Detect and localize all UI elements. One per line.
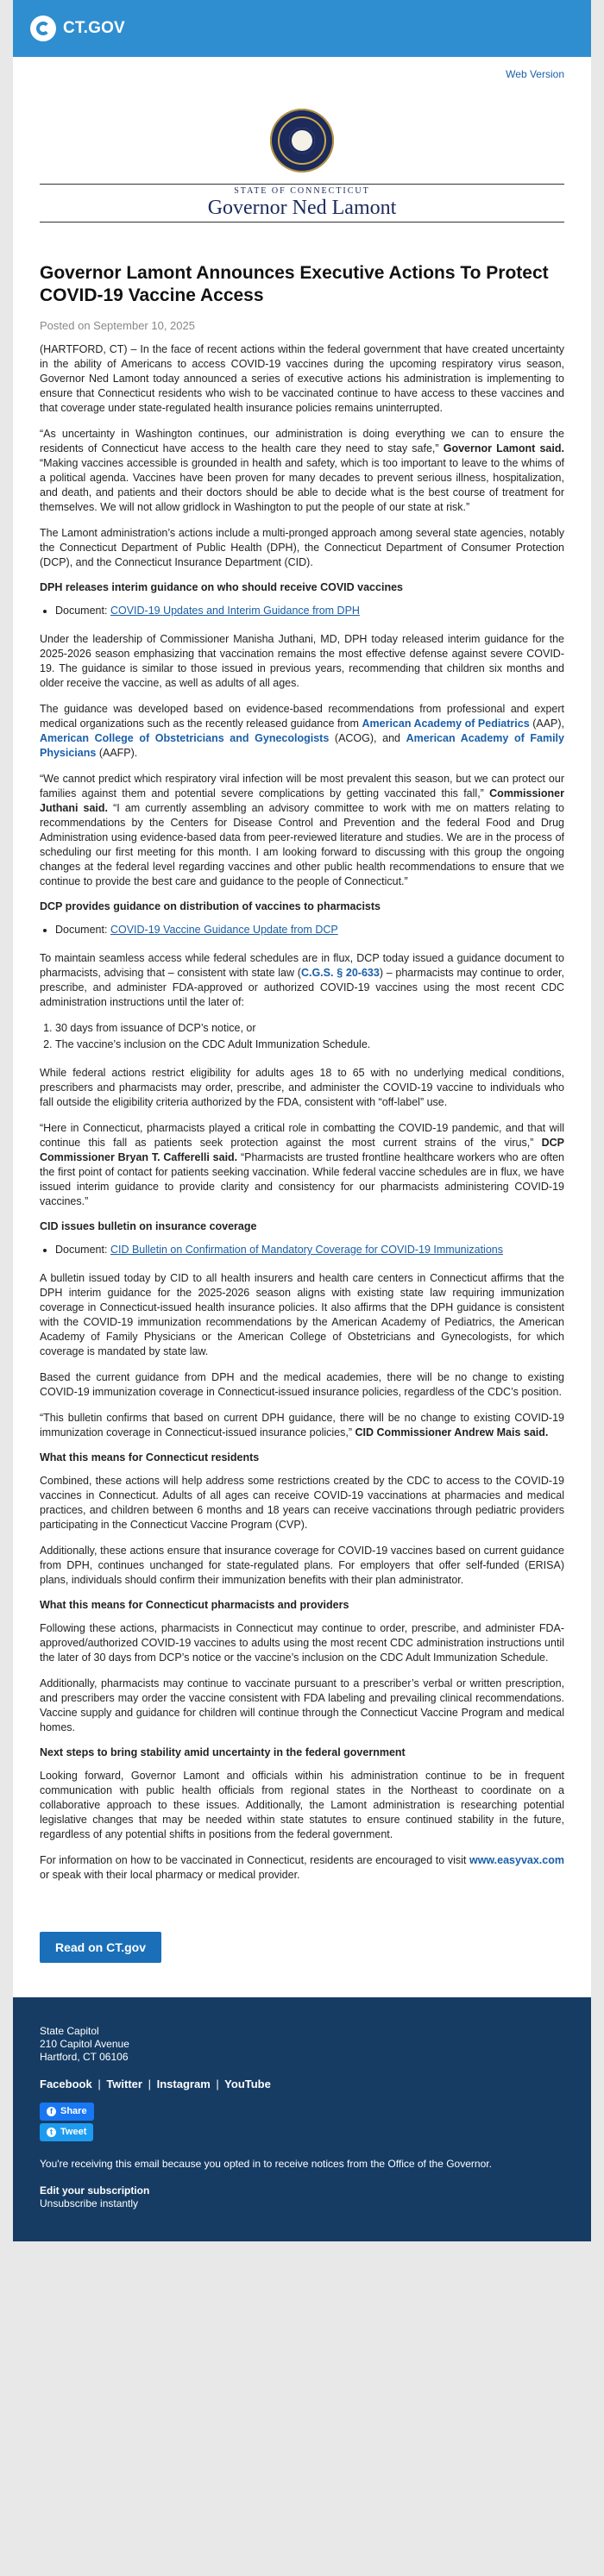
speaker: Commissioner Juthani said. <box>40 787 564 814</box>
separator: | <box>216 2078 219 2090</box>
twitter-link[interactable]: Twitter <box>106 2078 142 2090</box>
separator: | <box>98 2078 101 2090</box>
paragraph-evidence <box>40 702 564 761</box>
edit-subscription-link[interactable]: Edit your subscription <box>40 2184 150 2197</box>
web-version-row <box>13 57 591 80</box>
paragraph-mais-quote <box>40 1411 564 1440</box>
document-list-dcp <box>40 923 564 937</box>
governor-name: Governor Ned Lamont <box>207 197 397 219</box>
brand-name: CT.GOV <box>63 19 125 37</box>
statute-link[interactable]: C.G.S. § 20-633 <box>300 967 380 979</box>
footer <box>13 1997 591 2241</box>
quote-text: “Making vaccines accessible is grounded in health and safety, which is too important to leave to the whims of a political agenda. Vaccines have been proven for many decades to prevent serious illness, hospitalization, and death, and patients and their doctors should be able to decide what is the best course of treatment for themselves. We will not allow gridlock in Washington to put the people of our state at risk.” <box>40 457 564 513</box>
paragraph-cid-bulletin: A bulletin issued today by CID to all health insurers and health care centers in Connecticut affirms that the DPH interim guidance for the 2025-2026 season aligns with existing state law requiring immunization coverage in Connecticut-issued health insurance policies. It also affirms that the DPH guidance is consistent with the COVID-19 immunization recommendations by the American Academy of Pediatrics, the American Academy of Family Physicians or the American College of Obstetricians and Gynecologists, for which coverage is mandated by state law. <box>40 1272 564 1357</box>
facebook-link[interactable]: Facebook <box>40 2078 92 2090</box>
paragraph-residents-1: Combined, these actions will help address some restrictions created by the CDC to access to the COVID-19 vaccines in Connecticut. Adults of all ages can receive COVID-19 vaccinations at pharmacies and medical practices, and children between 6 months and 18 years can receive vaccinations through pediatric providers participating in the Connecticut Vaccine Program (CVP). <box>40 1475 564 1531</box>
text: (AAP), <box>532 718 564 730</box>
ct-gov-brand[interactable] <box>30 16 125 41</box>
paragraph-intro: (HARTFORD, CT) – In the face of recent actions within the federal government that have created uncertainty in the ability of Americans to access COVID-19 vaccines during the upcoming respiratory virus season, Governor Ned Lamont today announced a series of executive actions his administration is implementing to ensure that Connecticut residents who wish to be vaccinated continue to have access to these vaccines and that coverage under state-regulated health insurance policies remains uninterrupted. <box>40 343 564 414</box>
cid-bulletin-link[interactable]: CID Bulletin on Confirmation of Mandatory Coverage for COVID-19 Immunizations <box>110 1244 503 1256</box>
aafp-link[interactable]: American Academy of Family Physicians <box>40 732 564 759</box>
text: To maintain seamless access while federal schedules are in flux, DCP today issued a guidance document to pharmacists, advising that – consistent with state law ( <box>40 952 564 979</box>
text: ) – pharmacists may continue to order, prescribe, and administer FDA-approved or authorized COVID-19 vaccines using the most recent CDC administration instructions until the later of: <box>40 967 564 1008</box>
subscription-links <box>40 2184 564 2210</box>
paragraph-pharmacists-1: Following these actions, pharmacists in Connecticut may continue to order, prescribe, and administer FDA-approved/authorized COVID-19 vaccines to adults using the most recent CDC administration instructions until the later of 30 days from DCP’s notice or the vaccine’s inclusion on the CDC Adult Immunization Schedule. <box>40 1622 564 1664</box>
paragraph-pharmacists-2: Additionally, pharmacists may continue to vaccinate pursuant to a prescriber’s verbal or written prescription, and prescribers may order the vaccine consistent with FDA labeling and prevailing clinical recommendations. Vaccine supply and guidance for children will continue through the Connecticut Vaccine Program and medical homes. <box>40 1677 564 1733</box>
acog-link[interactable]: American College of Obstetricians and Gynecologists <box>40 732 330 744</box>
quote-text: “We cannot predict which respiratory viral infection will be most prevalent this season, but we can protect our families against them and potential severe complications by getting vaccinated this fall,” <box>40 773 564 799</box>
paragraph-no-change: Based the current guidance from DPH and the medical academies, there will be no change to existing COVID-19 immunization coverage in Connecticut-issued insurance policies, regardless of the CDC’s position. <box>40 1371 564 1398</box>
quote-text: “Here in Connecticut, pharmacists played a critical role in combatting the COVID-19 pandemic, and that will continue this fall as patients seek protection against the most current strains of the virus,” <box>40 1122 564 1149</box>
read-on-ctgov-button[interactable]: Read on CT.gov <box>40 1932 161 1963</box>
easyvax-link[interactable]: www.easyvax.com <box>469 1854 564 1866</box>
text: (ACOG), and <box>334 732 400 744</box>
document-list-dph <box>40 604 564 618</box>
text: (AAFP). <box>98 747 138 759</box>
paragraph-easyvax <box>40 1853 564 1883</box>
page-bottom-margin <box>13 2241 591 2293</box>
web-version-link[interactable]: Web Version <box>506 68 564 80</box>
document-label: Document: <box>55 924 108 936</box>
quote-text: “This bulletin confirms that based on current DPH guidance, there will be no change to existing COVID-19 immunization coverage in Connecticut-issued insurance policies,” <box>40 1412 564 1438</box>
text: For information on how to be vaccinated in Connecticut, residents are encouraged to visit <box>40 1854 467 1866</box>
later-of-list <box>40 1021 564 1052</box>
share-label: Share <box>60 2106 87 2116</box>
tweet-label: Tweet <box>60 2127 87 2137</box>
heading-dcp: DCP provides guidance on distribution of vaccines to pharmacists <box>40 900 381 912</box>
twitter-icon: t <box>47 2128 56 2137</box>
quote-text: “Pharmacists are trusted frontline healthcare workers who are often the first point of contact for patients seeking vaccination. While federal vaccine schedules are in flux, we have issued interim guidance to provide clarity and consistency for our pharmacists administering COVID-19 vaccines.” <box>40 1151 564 1207</box>
paragraph-dph-guidance: Under the leadership of Commissioner Manisha Juthani, MD, DPH today released interim guidance for the 2025-2026 season emphasizing that vaccination remains the most effective defense against severe COVID-19. The guidance is similar to those issued in previous years, recommending that children six months and older receive the vaccine, as well as adults of all ages. <box>40 633 564 689</box>
paragraph-juthani-quote <box>40 772 564 889</box>
list-item <box>55 923 564 937</box>
text: or speak with their local pharmacy or medical provider. <box>40 1869 300 1881</box>
paragraph-next-steps: Looking forward, Governor Lamont and officials within his administration continue to be in frequent communication with public health officials from regional states in the Northeast to coordinate on a collaborative approach to these issues. Additionally, the Lamont administration is researching potential legislative changes that may be needed within state statutes to ensure continued stability in the future, regardless of any potential shifts in positions from the federal government. <box>40 1770 564 1840</box>
heading-next-steps: Next steps to bring stability amid uncertainty in the federal government <box>40 1746 406 1758</box>
dph-guidance-link[interactable]: COVID-19 Updates and Interim Guidance from DPH <box>110 605 360 617</box>
paragraph-dcp-guidance <box>40 951 564 1010</box>
speaker: Governor Lamont said. <box>443 442 564 454</box>
heading-dph: DPH releases interim guidance on who should receive COVID vaccines <box>40 581 403 593</box>
document-label: Document: <box>55 605 108 617</box>
paragraph-agencies: The Lamont administration’s actions include a multi-pronged approach among several state agencies, notably the Connecticut Department of Public Health (DPH), the Connecticut Department of Consumer Protection (DCP), and the Connecticut Insurance Department (CID). <box>40 527 564 568</box>
facebook-share-button[interactable] <box>40 2103 94 2121</box>
document-label: Document: <box>55 1244 108 1256</box>
twitter-tweet-button[interactable] <box>40 2123 93 2141</box>
text: The guidance was developed based on evidence-based recommendations from professional and expert medical organizations such as the recently released guidance from <box>40 703 564 730</box>
subscription-notice: You're receiving this email because you opted in to receive notices from the Office of the Governor. <box>40 2158 492 2170</box>
header-divider-bottom <box>40 222 564 223</box>
unsubscribe-link[interactable]: Unsubscribe instantly <box>40 2197 139 2209</box>
list-item: 2. The vaccine’s inclusion on the CDC Adult Immunization Schedule. <box>55 1037 564 1052</box>
speaker: CID Commissioner Andrew Mais said. <box>355 1426 549 1438</box>
facebook-icon: f <box>47 2107 56 2116</box>
speaker: DCP Commissioner Bryan T. Cafferelli said. <box>40 1137 564 1163</box>
address-line-2: 210 Capitol Avenue <box>40 2038 129 2050</box>
address-line-3: Hartford, CT 06106 <box>40 2051 129 2063</box>
share-buttons <box>40 2103 564 2144</box>
heading-residents: What this means for Connecticut residents <box>40 1451 260 1463</box>
document-list-cid <box>40 1243 564 1257</box>
email-body <box>13 57 591 1997</box>
list-item <box>55 1243 564 1257</box>
heading-pharmacists: What this means for Connecticut pharmacists and providers <box>40 1599 349 1611</box>
ct-logo-icon <box>30 16 56 41</box>
dcp-guidance-link[interactable]: COVID-19 Vaccine Guidance Update from DCP <box>110 924 338 936</box>
separator: | <box>148 2078 151 2090</box>
quote-text: “As uncertainty in Washington continues, our administration is doing everything we can to ensure the residents of Connecticut have access to the health care they need to stay safe,” <box>40 428 564 454</box>
paragraph-off-label: While federal actions restrict eligibility for adults ages 18 to 65 with no underlying medical conditions, prescribers and pharmacists may order, prescribe, and administer the COVID-19 vaccine to individuals who fall outside the eligibility criteria authorized by the FDA, consistent with “off-label” use. <box>40 1067 564 1108</box>
state-label: STATE OF CONNECTICUT <box>234 186 370 196</box>
instagram-link[interactable]: Instagram <box>156 2078 211 2090</box>
seal-icon <box>270 109 334 172</box>
article-title: Governor Lamont Announces Executive Actions To Protect COVID-19 Vaccine Access <box>40 263 549 305</box>
paragraph-governor-quote <box>40 427 564 515</box>
aap-link[interactable]: American Academy of Pediatrics <box>362 718 530 730</box>
cta-row <box>40 1894 564 1997</box>
list-item: 1. 30 days from issuance of DCP’s notice, or <box>55 1021 564 1036</box>
youtube-link[interactable]: YouTube <box>224 2078 271 2090</box>
heading-cid: CID issues bulletin on insurance coverage <box>40 1220 257 1232</box>
paragraph-residents-2: Additionally, these actions ensure that insurance coverage for COVID-19 vaccines based on current guidance from DPH, continues unchanged for state-regulated plans. For employers that offer self-funded (ERISA) plans, individuals should confirm their immunization benefits with their plan administrator. <box>40 1545 564 1586</box>
paragraph-cafferelli-quote <box>40 1121 564 1209</box>
post-date: Posted on September 10, 2025 <box>40 319 195 332</box>
governor-seal <box>40 80 564 177</box>
quote-text: “I am currently assembling an advisory committee to work with me on matters relating to recommendations by the Centers for Disease Control and Prevention and the federal Food and Drug Administration using evidence-based data from peer-reviewed literature and studies. We are in the process of scheduling our first meeting for this month. I am looking forward to discussing with this group the ongoing changes at the federal level regarding vaccines and other public health recommendations to ensure that we continue to provide the best care and guidance to the people of Connecticut.” <box>40 802 565 887</box>
social-links <box>40 2078 564 2090</box>
header-divider-top <box>40 184 564 185</box>
list-item <box>55 604 564 618</box>
top-banner <box>13 0 591 57</box>
address-line-1: State Capitol <box>40 2025 99 2037</box>
